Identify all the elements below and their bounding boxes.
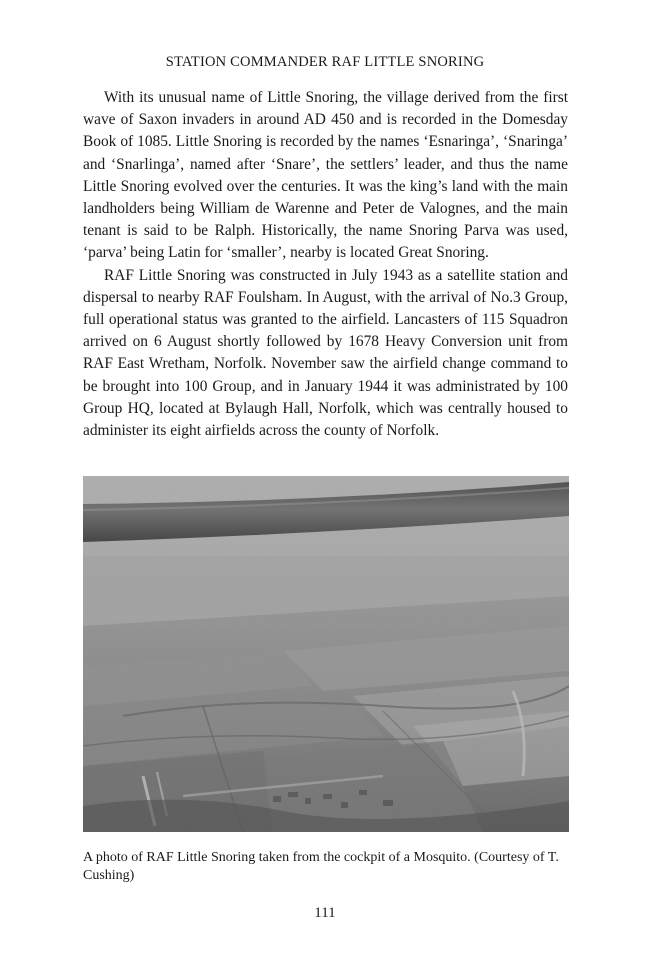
paragraph-airfield-history: RAF Little Snoring was constructed in July 1943 as a satellite station and dispersal to nearby RAF Foulsham. In August, with the arrival of No.3 Group, full operational status was granted to the airfield. Lancasters of 115 Squadron arrived on 6 August shortly followed by 1678 Heavy Conversion unit from RAF East Wretham, Norfolk. November saw the airfield change command to be brought into 100 Group, and in January 1944 it was administrated by 100 Group HQ, located at Bylaugh Hall, Norfolk, which was centrally housed to administer its eight airfields across the county of Norfolk.	[83, 266, 568, 440]
photo-caption: A photo of RAF Little Snoring taken from the cockpit of a Mosquito. (Courtesy of T. Cushing)	[83, 850, 559, 883]
page-number: 111	[314, 905, 336, 921]
aerial-photo-illustration	[83, 476, 569, 832]
aerial-photo	[83, 476, 569, 832]
body-text	[83, 87, 568, 442]
running-head: STATION COMMANDER RAF LITTLE SNORING	[165, 54, 485, 70]
paragraph-village-history: With its unusual name of Little Snoring, the village derived from the first wave of Saxon invaders in around AD 450 and is recorded in the Domesday Book of 1085. Little Snoring is recorded by the names ‘Esnaringa’, ‘Snaringa’ and ‘Snarlinga’, named after ‘Snare’, the settlers’ leader, and thus the name Little Snoring evolved over the centuries. It was the king’s land with the main landholders being William de Warenne and Peter de Valognes, and the main tenant is said to be Ralph. Historically, the name Snoring Parva was used, ‘parva’ being Latin for ‘smaller’, nearby is located Great Snoring.	[83, 89, 568, 262]
